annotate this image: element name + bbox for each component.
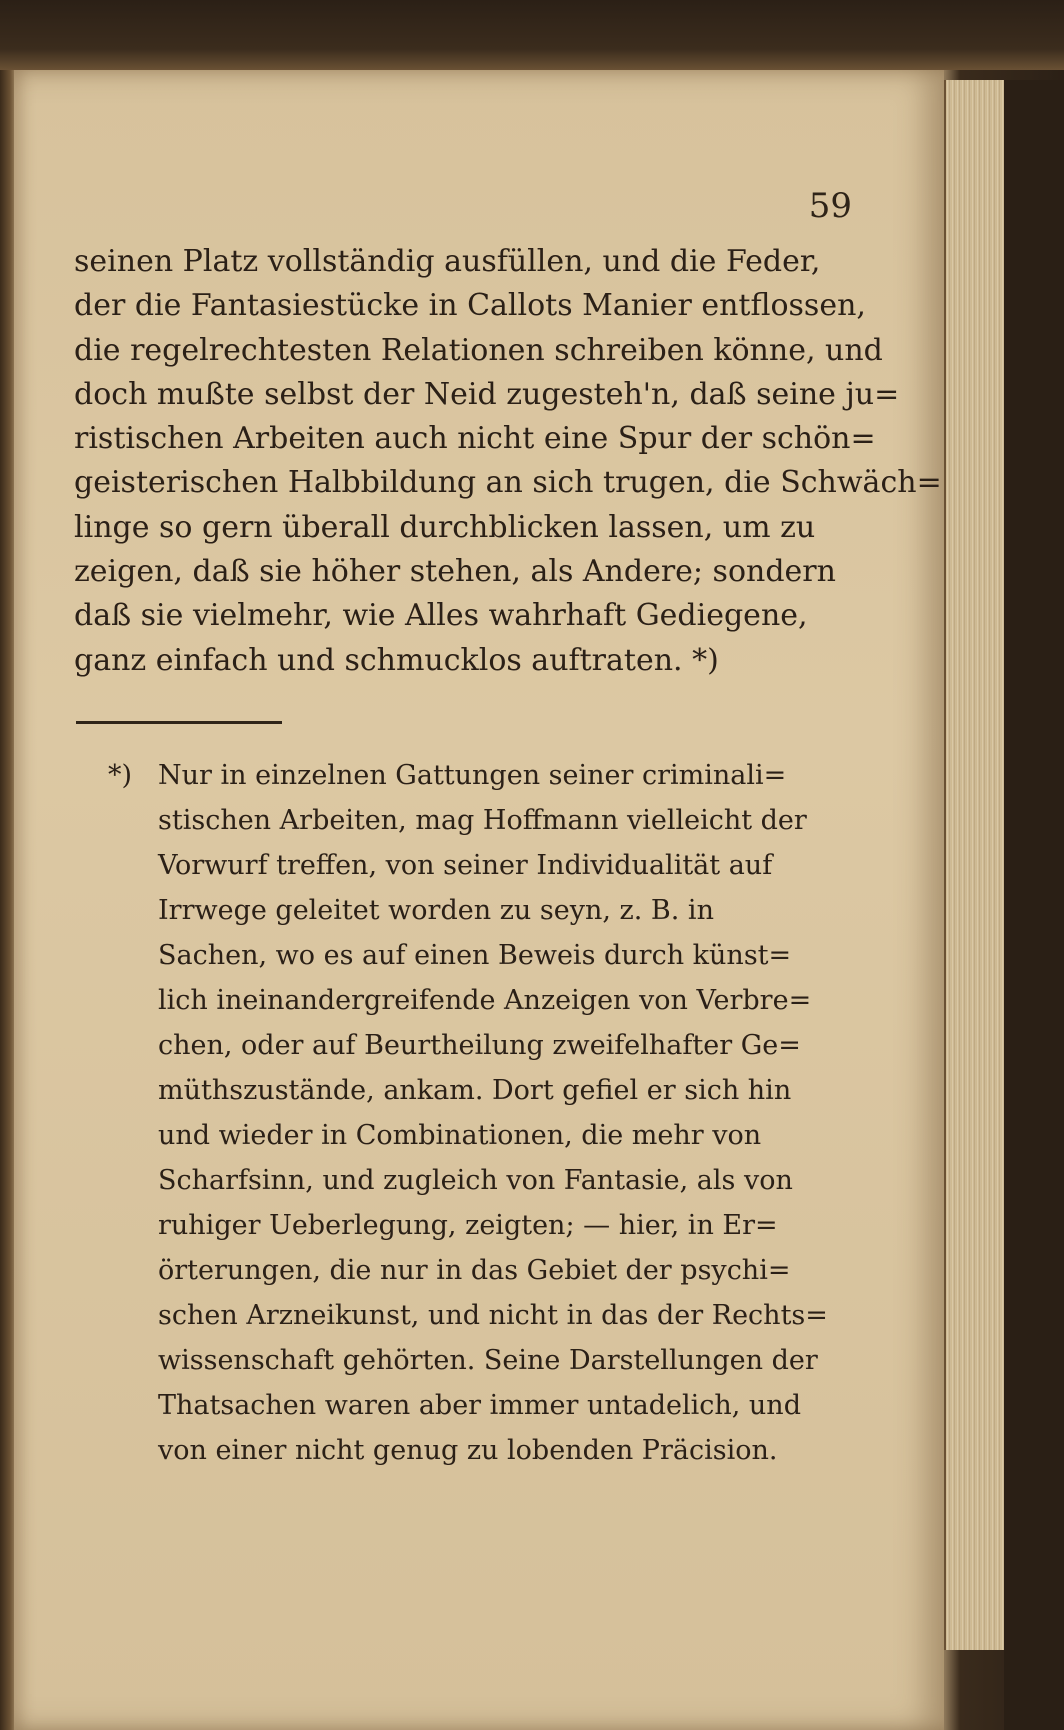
footnote-line: von einer nicht genug zu lobenden Präcision. [158,1435,778,1466]
footnote-separator [76,721,282,724]
footnote-line: stischen Arbeiten, mag Hoffmann vielleicht der [158,805,807,836]
footnote-line: wissenschaft gehörten. Seine Darstellungen der [158,1345,818,1376]
text-line: ristischen Arbeiten auch nicht eine Spur der schön= [74,421,876,457]
text-line: die regelrechtesten Relationen schreiben könne, und [74,332,883,368]
footnote-line: müthszustände, ankam. Dort gefiel er sich hin [158,1075,792,1106]
footnote-line: örterungen, die nur in das Gebiet der psychi= [158,1255,791,1286]
footnote-line: Vorwurf treffen, von seiner Individualität auf [158,850,773,881]
page-edges [944,80,1006,1650]
text-line: der die Fantasiestücke in Callots Manier entflossen, [74,288,866,324]
footnote-line: Scharfsinn, und zugleich von Fantasie, als von [158,1165,793,1196]
book-shadow [1004,80,1064,1730]
scan-top-border [0,0,1064,70]
text-line: ganz einfach und schmucklos auftraten. *) [74,642,719,678]
text-line: seinen Platz vollständig ausfüllen, und die Feder, [74,244,821,279]
text-line: daß sie vielmehr, wie Alles wahrhaft Gediegene, [74,598,808,634]
text-line: zeigen, daß sie höher stehen, als Andere; sondern [74,554,836,590]
main-text-block [74,240,942,683]
footnote-line: Sachen, wo es auf einen Beweis durch künst= [158,940,792,971]
page-number: 59 [808,186,852,226]
footnote-marker: *) [108,760,133,791]
footnote-line: und wieder in Combinationen, die mehr von [158,1120,762,1151]
footnote-text: Nur in einzelnen Gattungen seiner criminali= [158,760,787,791]
text-line: linge so gern überall durchblicken lassen, um zu [74,509,816,545]
text-line: geisterischen Halbbildung an sich trugen, die Schwäch= [74,465,942,501]
footnote-line: ruhiger Ueberlegung, zeigten; — hier, in Er= [158,1210,778,1241]
footnote-line: schen Arzneikunst, und nicht in das der Rechts= [158,1300,828,1331]
footnote-block [108,753,858,1473]
footnote-line [108,753,858,798]
footnote-line: lich ineinandergreifende Anzeigen von Verbre= [158,985,812,1016]
footnote-line: Irrwege geleitet worden zu seyn, z. B. in [158,895,714,926]
footnote-line: chen, oder auf Beurtheilung zweifelhafter Ge= [158,1030,801,1061]
footnote-line: Thatsachen waren aber immer untadelich, und [158,1390,801,1421]
text-line: doch mußte selbst der Neid zugesteh'n, daß seine ju= [74,376,900,412]
